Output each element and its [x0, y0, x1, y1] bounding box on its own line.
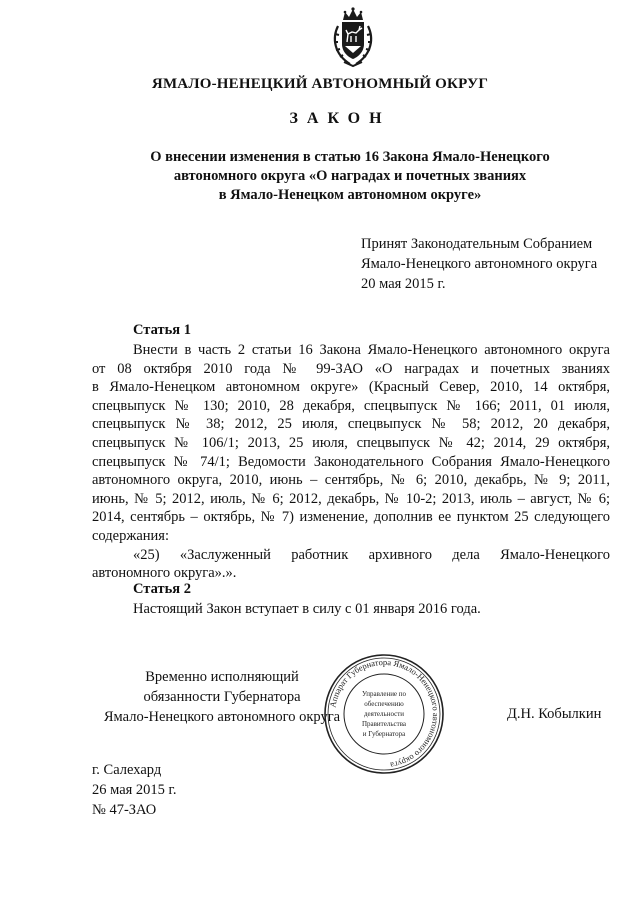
adoption-line: Ямало-Ненецкого автономного округа — [361, 256, 598, 272]
article-2-text: Настоящий Закон вступает в силу с 01 января 2016 года. — [133, 601, 481, 617]
article-2-heading: Статья 2 — [133, 581, 191, 597]
issue-date: 26 мая 2015 г. — [92, 782, 177, 798]
article-1-line: содержания: — [92, 527, 170, 544]
article-1-heading: Статья 1 — [133, 322, 191, 338]
article-1-line: спецвыпуск № 38; 2012, 25 июля, спецвыпуск № 58; 2012, 20 декабря, — [92, 416, 610, 433]
adoption-date: 20 мая 2015 г. — [361, 276, 446, 292]
article-1-line: от 08 октября 2010 года № 99-ЗАО «О наградах и почетных званиях — [92, 360, 610, 377]
article-1-line: Внести в часть 2 статьи 16 Закона Ямало-Ненецкого автономного округа — [133, 342, 610, 358]
law-number: № 47-ЗАО — [92, 802, 157, 818]
seal-outer-text: Аппарат Губернатора Ямало-Ненецкого автономного округа — [327, 656, 442, 771]
adoption-line: Принят Законодательным Собранием — [361, 236, 593, 252]
issue-city: г. Салехард — [92, 762, 162, 778]
official-seal — [322, 652, 446, 776]
signatory-position-line: Временно исполняющий — [145, 669, 299, 685]
law-title-line: в Ямало-Ненецком автономном округе» — [218, 187, 482, 203]
coat-of-arms-icon — [330, 6, 376, 68]
seal-inner-line: деятельности — [363, 710, 405, 718]
article-2-body — [92, 600, 610, 619]
article-1-line: июнь, № 5; 2012, июль, № 6; 2012, декабрь, № 10-2; 2013, июль – август, № 6; — [92, 490, 610, 507]
signatory-name: Д.Н. Кобылкин — [507, 706, 602, 722]
document-type: ЗАКОН — [289, 110, 391, 127]
article-1-line: автономного округа, 2010, июнь – сентябрь, № 6; 2010, декабрь, № 9; 2011, — [92, 472, 610, 489]
article-1-line: в Ямало-Ненецком автономном округе» (Красный Север, 2010, 14 октября, — [92, 379, 610, 396]
article-1-line: спецвыпуск № 74/1; Ведомости Законодательного Собрания Ямало-Ненецкого — [92, 453, 610, 470]
article-1-line: автономного округа».». — [92, 565, 237, 582]
law-title — [90, 148, 610, 205]
signatory-position-line: обязанности Губернатора — [143, 689, 301, 705]
region-name: ЯМАЛО-НЕНЕЦКИЙ АВТОНОМНЫЙ ОКРУГ — [151, 76, 489, 92]
signatory-position — [92, 667, 352, 727]
seal-inner-line: обеспечению — [364, 700, 404, 708]
adoption-note — [361, 234, 597, 294]
seal-inner-line: Управление по — [361, 690, 407, 698]
signatory-position-line: Ямало-Ненецкого автономного округа — [103, 709, 341, 725]
issue-details — [92, 760, 177, 820]
article-1-line: «25) «Заслуженный работник архивного дела Ямало-Ненецкого — [133, 546, 610, 563]
law-title-line: автономного округа «О наградах и почетных званиях — [173, 168, 527, 184]
seal-inner-line: и Губернатора — [362, 730, 406, 738]
law-title-line: О внесении изменения в статью 16 Закона Ямало-Ненецкого — [150, 149, 550, 165]
article-1-line: спецвыпуск № 106/1; 2013, 25 июля, спецвыпуск № 42; 2014, 29 октября, — [92, 434, 610, 451]
article-1-line: 2014, сентябрь – октябрь, № 7) изменение, дополнив ее пунктом 25 следующего — [92, 509, 610, 526]
article-1-line: спецвыпуск № 130; 2010, 28 декабря, спецвыпуск № 166; 2011, 01 июля, — [92, 397, 610, 414]
seal-inner-line: Правительства — [361, 720, 407, 728]
article-1-body — [92, 341, 610, 583]
